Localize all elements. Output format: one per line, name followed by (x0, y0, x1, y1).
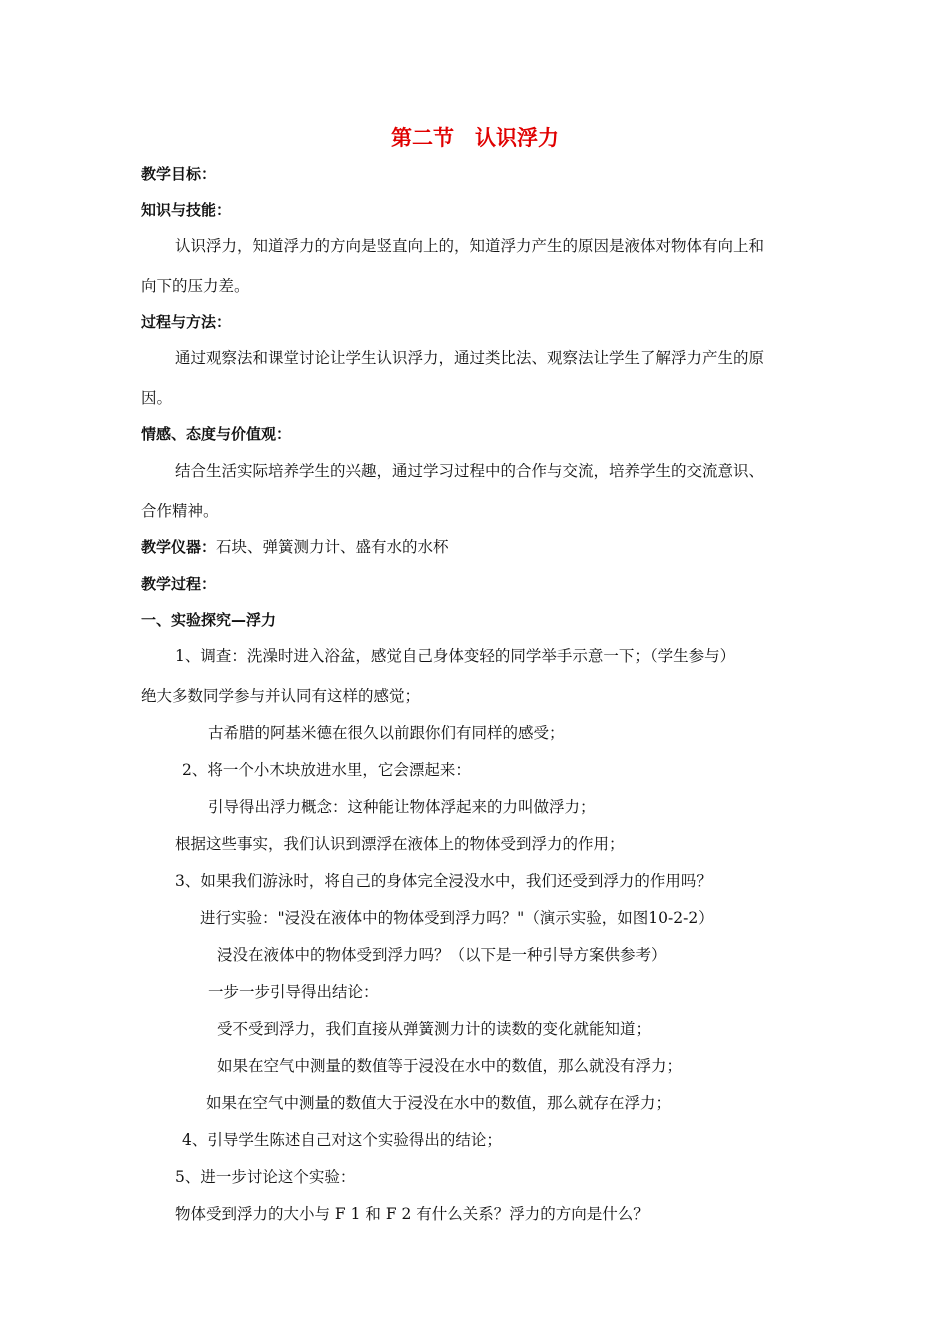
process-paragraph-line1: 通过观察法和课堂讨论让学生认识浮力，通过类比法、观察法让学生了解浮力产生的原 (175, 349, 765, 367)
knowledge-paragraph-line2: 向下的压力差。 (141, 277, 250, 295)
step5-question: 物体受到浮力的大小与 F 1 和 F 2 有什么关系？浮力的方向是什么？ (175, 1205, 649, 1223)
procedure-heading: 教学过程： (141, 575, 217, 593)
emotion-paragraph-line2: 合作精神。 (141, 502, 219, 520)
process-paragraph-line2: 因。 (141, 389, 173, 407)
emotion-heading: 情感、态度与价值观： (141, 425, 292, 443)
step3-guide: 一步一步引导得出结论： (208, 983, 379, 1001)
step3-text: 3、如果我们游泳时，将自己的身体完全浸没水中，我们还受到浮力的作用吗？ (175, 872, 712, 890)
instruments-text: 石块、弹簧测力计、盛有水的水杯 (216, 538, 449, 556)
step2-conclusion: 根据这些事实，我们认识到漂浮在液体上的物体受到浮力的作用； (175, 835, 625, 853)
page-title: 第二节 认识浮力 (391, 126, 559, 150)
step3-question: 浸没在液体中的物体受到浮力吗？（以下是一种引导方案供参考） (217, 946, 667, 964)
step3-experiment: 进行实验："浸没在液体中的物体受到浮力吗？"（演示实验，如图10-2-2） (200, 909, 714, 927)
objectives-heading: 教学目标： (141, 165, 217, 183)
step3-point-a: 受不受到浮力，我们直接从弹簧测力计的读数的变化就能知道； (217, 1020, 652, 1038)
step4-text: 4、引导学生陈述自己对这个实验得出的结论； (182, 1131, 502, 1149)
knowledge-heading: 知识与技能： (141, 201, 232, 219)
step2-text: 2、将一个小木块放进水里，它会漂起来： (182, 761, 471, 779)
instruments-line (141, 537, 449, 557)
step3-point-b: 如果在空气中测量的数值等于浸没在水中的数值，那么就没有浮力； (217, 1057, 683, 1075)
step3-point-c: 如果在空气中测量的数值大于浸没在水中的数值，那么就存在浮力； (206, 1094, 672, 1112)
step1-continuation: 绝大多数同学参与并认同有这样的感觉； (141, 687, 421, 705)
step1-text: 1、调查：洗澡时进入浴盆，感觉自己身体变轻的同学举手示意一下；（学生参与） (175, 647, 736, 665)
emotion-paragraph-line1: 结合生活实际培养学生的兴趣，通过学习过程中的合作与交流，培养学生的交流意识、 (175, 462, 765, 480)
process-heading: 过程与方法： (141, 313, 232, 331)
instruments-label: 教学仪器： (141, 538, 217, 556)
step5-text: 5、进一步讨论这个实验： (175, 1168, 356, 1186)
step2-note: 引导得出浮力概念：这种能让物体浮起来的力叫做浮力； (208, 798, 596, 816)
section1-heading: 一、实验探究—浮力 (141, 611, 277, 629)
step1-note: 古希腊的阿基米德在很久以前跟你们有同样的感受； (208, 724, 565, 742)
knowledge-paragraph-line1: 认识浮力，知道浮力的方向是竖直向上的，知道浮力产生的原因是液体对物体有向上和 (175, 237, 765, 255)
